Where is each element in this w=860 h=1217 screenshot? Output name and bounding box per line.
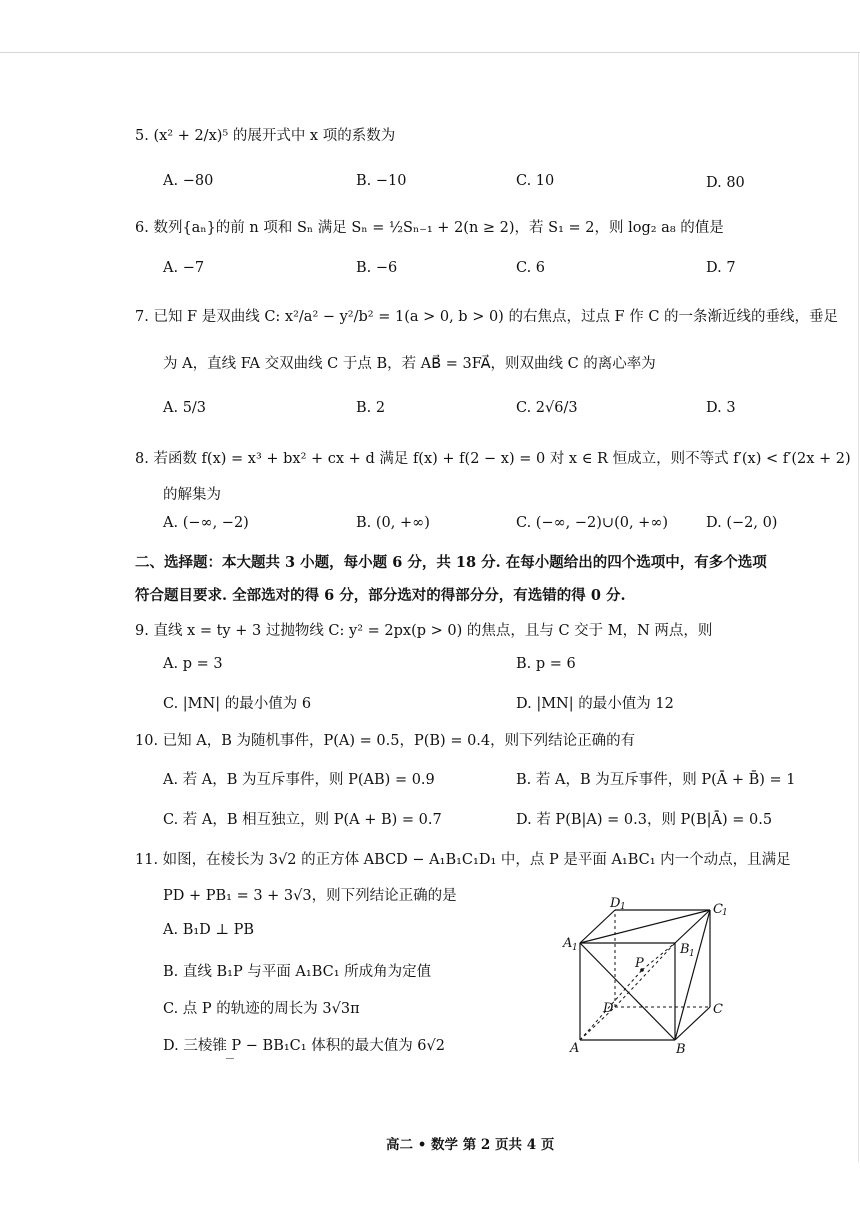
question-8-stem-line1: 8. 若函数 f(x) = x³ + bx² + cx + d 满足 f(x) + f(2 − x) = 0 对 x ∈ R 恒成立，则不等式 f′(x) < f′(2x + 2)	[135, 451, 851, 467]
q10-option-a: A. 若 A，B 为互斥事件，则 P(AB) = 0.9	[163, 772, 435, 788]
q10-option-c: C. 若 A，B 相互独立，则 P(A + B) = 0.7	[163, 812, 442, 828]
page-footer: 高二 • 数学 第 2 页共 4 页	[386, 1137, 555, 1153]
q9-option-c: C. |MN| 的最小值为 6	[163, 696, 312, 712]
edge-A1C1	[580, 910, 710, 943]
label-P: P	[635, 956, 644, 971]
question-11-stem-line1: 11. 如图，在棱长为 3√2 的正方体 ABCD − A₁B₁C₁D₁ 中，点 P 是平面 A₁BC₁ 内一个动点，且满足	[135, 852, 791, 868]
q7-option-b: B. 2	[356, 400, 386, 416]
q5-option-a: A. −80	[163, 173, 214, 189]
question-10-stem: 10. 已知 A，B 为随机事件，P(A) = 0.5，P(B) = 0.4，则下列结论正确的有	[135, 733, 636, 749]
label-A1: A	[563, 936, 573, 951]
label-A: A	[570, 1041, 580, 1056]
label-C: C	[713, 1002, 723, 1017]
page-top-border	[0, 52, 860, 53]
label-D: D	[603, 1001, 614, 1016]
question-7-stem-line2: 为 A，直线 FA 交双曲线 C 于点 B，若 AB⃗ = 3FA⃗，则双曲线 C 的离心率为	[163, 356, 656, 372]
label-B: B	[676, 1042, 686, 1057]
label-C1: C	[713, 902, 723, 917]
edge-C1B	[675, 910, 710, 1040]
segment-PB1	[642, 943, 675, 970]
question-9-stem: 9. 直线 x = ty + 3 过抛物线 C: y² = 2px(p > 0) 的焦点，且与 C 交于 M，N 两点，则	[135, 623, 713, 639]
edge-DB1	[615, 943, 675, 1007]
q9-option-a: A. p = 3	[163, 656, 223, 672]
edge-CB	[675, 1007, 710, 1040]
q7-option-c: C. 2√6/3	[516, 400, 578, 416]
section-2-heading-line2: 符合题目要求. 全部选对的得 6 分，部分选对的得部分分，有选错的得 0 分.	[135, 587, 626, 604]
q8-option-a: A. (−∞, −2)	[163, 515, 249, 531]
q7-option-a: A. 5/3	[163, 400, 207, 416]
page-right-border	[858, 52, 859, 1162]
label-C1-sub: 1	[722, 908, 728, 918]
label-B1-sub: 1	[689, 949, 695, 959]
q9-option-b: B. p = 6	[516, 656, 576, 672]
q6-option-d: D. 7	[706, 260, 736, 276]
q11-option-a: A. B₁D ⊥ PB	[163, 922, 255, 938]
q8-option-d: D. (−2, 0)	[706, 515, 778, 531]
q5-option-b: B. −10	[356, 173, 407, 189]
label-D1-sub: 1	[620, 902, 626, 912]
q6-option-a: A. −7	[163, 260, 205, 276]
q5-option-c: C. 10	[516, 173, 555, 189]
question-6-stem: 6. 数列{aₙ}的前 n 项和 Sₙ 满足 Sₙ = ½Sₙ₋₁ + 2(n ≥ 2)，若 S₁ = 2，则 log₂ a₈ 的值是	[135, 220, 724, 236]
q11-option-b: B. 直线 B₁P 与平面 A₁BC₁ 所成角为定值	[163, 964, 432, 980]
scan-mark	[226, 1058, 234, 1059]
question-11-stem-line2: PD + PB₁ = 3 + 3√3，则下列结论正确的是	[163, 888, 457, 904]
q10-option-b: B. 若 A，B 为互斥事件，则 P(Ā + B̄) = 1	[516, 772, 796, 788]
q11-option-c: C. 点 P 的轨迹的周长为 3√3π	[163, 1001, 360, 1017]
question-7-stem-line1: 7. 已知 F 是双曲线 C: x²/a² − y²/b² = 1(a > 0, b > 0) 的右焦点，过点 F 作 C 的一条渐近线的垂线，垂足	[135, 309, 839, 325]
question-8-stem-line2: 的解集为	[163, 487, 221, 503]
q10-option-d: D. 若 P(B|A) = 0.3，则 P(B|Ā) = 0.5	[516, 812, 773, 828]
q6-option-c: C. 6	[516, 260, 546, 276]
q6-option-b: B. −6	[356, 260, 398, 276]
q8-option-c: C. (−∞, −2)∪(0, +∞)	[516, 515, 669, 531]
q8-option-b: B. (0, +∞)	[356, 515, 430, 531]
label-A1-sub: 1	[572, 943, 578, 953]
section-2-heading-line1: 二、选择题：本大题共 3 小题，每小题 6 分，共 18 分. 在每小题给出的四个选项中，有多个选项	[135, 554, 767, 571]
q9-option-d: D. |MN| 的最小值为 12	[516, 696, 674, 712]
cube-figure	[560, 895, 745, 1060]
question-5-stem: 5. (x² + 2/x)⁵ 的展开式中 x 项的系数为	[135, 128, 396, 144]
q5-option-d: D. 80	[706, 175, 745, 191]
label-B1: B	[680, 942, 690, 957]
q11-option-d: D. 三棱锥 P − BB₁C₁ 体积的最大值为 6√2	[163, 1038, 445, 1054]
q7-option-d: D. 3	[706, 400, 736, 416]
label-D1: D	[610, 896, 621, 911]
